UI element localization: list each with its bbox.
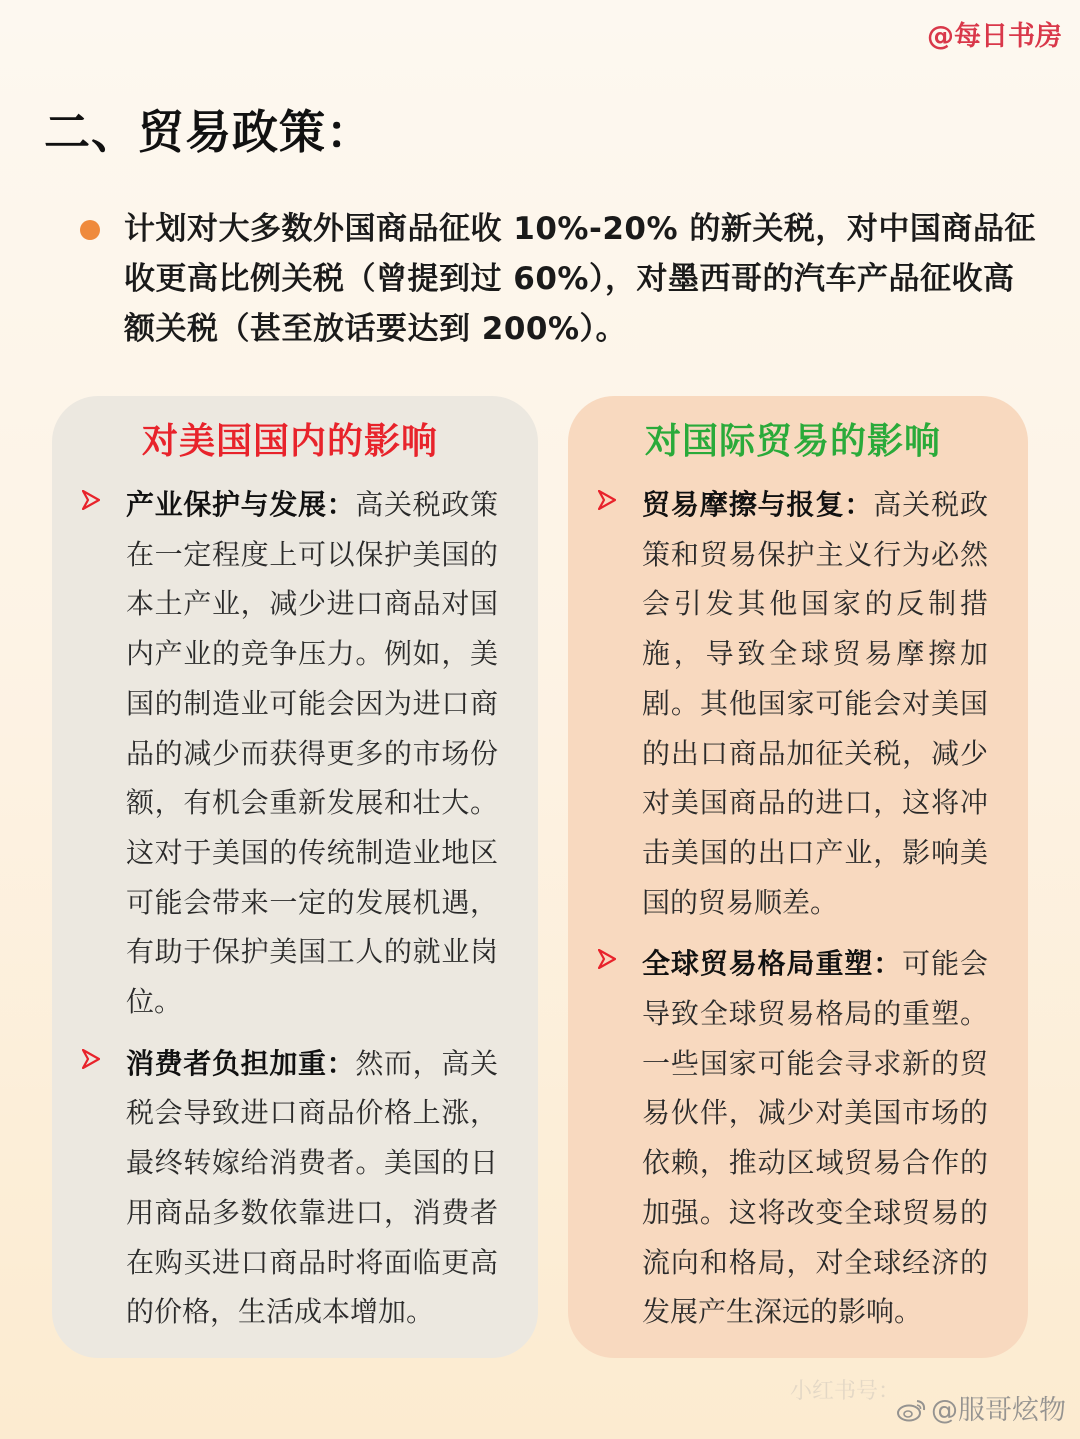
list-item [82,1039,498,1337]
arrow-bullet-icon [598,949,616,969]
arrow-bullet-icon [598,490,616,510]
list-item-text [126,1039,498,1337]
item-body: 可能会导致全球贸易格局的重塑。一些国家可能会寻求新的贸易伙伴，减少对美国市场的依赖，推动区域贸易合作的加强。这将改变全球贸易的流向和格局，对全球经济的发展产生深远的影响。 [642,947,988,1329]
international-impact-title: 对国际贸易的影响 [644,421,941,462]
item-heading: 贸易摩擦与报复： [642,488,874,521]
weibo-icon [897,1398,927,1422]
bullet-dot-icon [80,220,100,240]
item-heading: 产业保护与发展： [126,488,356,521]
list-item [82,480,498,1027]
list-item-text [642,939,988,1337]
weibo-watermark [897,1388,1066,1427]
xhs-watermark: 小红书号： [789,1379,900,1404]
intro-text: 计划对大多数外国商品征收 10%-20% 的新关税，对中国商品征收更高比例关税（曾提到过 60%），对墨西哥的汽车产品征收高额关税（甚至放话要达到 200%）。 [124,211,1036,347]
domestic-impact-title: 对美国国内的影响 [141,421,438,462]
account-watermark: @每日书房 [927,21,1062,52]
item-heading: 全球贸易格局重塑： [642,947,903,981]
item-heading: 消费者负担加重： [126,1046,356,1080]
domestic-impact-card [52,396,538,1358]
list-item [598,480,988,927]
item-body: 然而，高关税会导致进口商品价格上涨，最终转嫁给消费者。美国的日用商品多数依靠进口，消费者在购买进口商品时将面临更高的价格，生活成本增加。 [126,1046,498,1329]
item-body: 高关税政策在一定程度上可以保护美国的本土产业，减少进口商品对国内产业的竞争压力。例如，美国的制造业可能会因为进口商品的减少而获得更多的市场份额，有机会重新发展和壮大。这对于美国的传统制造业地区可能会带来一定的发展机遇，有助于保护美国工人的就业岗位。 [126,488,498,1019]
item-body: 高关税政策和贸易保护主义行为必然会引发其他国家的反制措施，导致全球贸易摩擦加剧。其他国家可能会对美国的出口商品加征关税，减少对美国商品的进口，这将冲击美国的出口产业，影响美国的贸易顺差。 [642,488,988,919]
list-item-text [642,480,988,927]
arrow-bullet-icon [82,490,100,510]
intro-block [80,204,1040,354]
weibo-account: @服哥炫物 [931,1395,1066,1426]
international-impact-card [568,396,1028,1358]
section-title: 二、贸易政策： [44,105,373,159]
list-item-text [126,480,498,1027]
arrow-bullet-icon [82,1049,100,1069]
list-item [598,939,988,1337]
